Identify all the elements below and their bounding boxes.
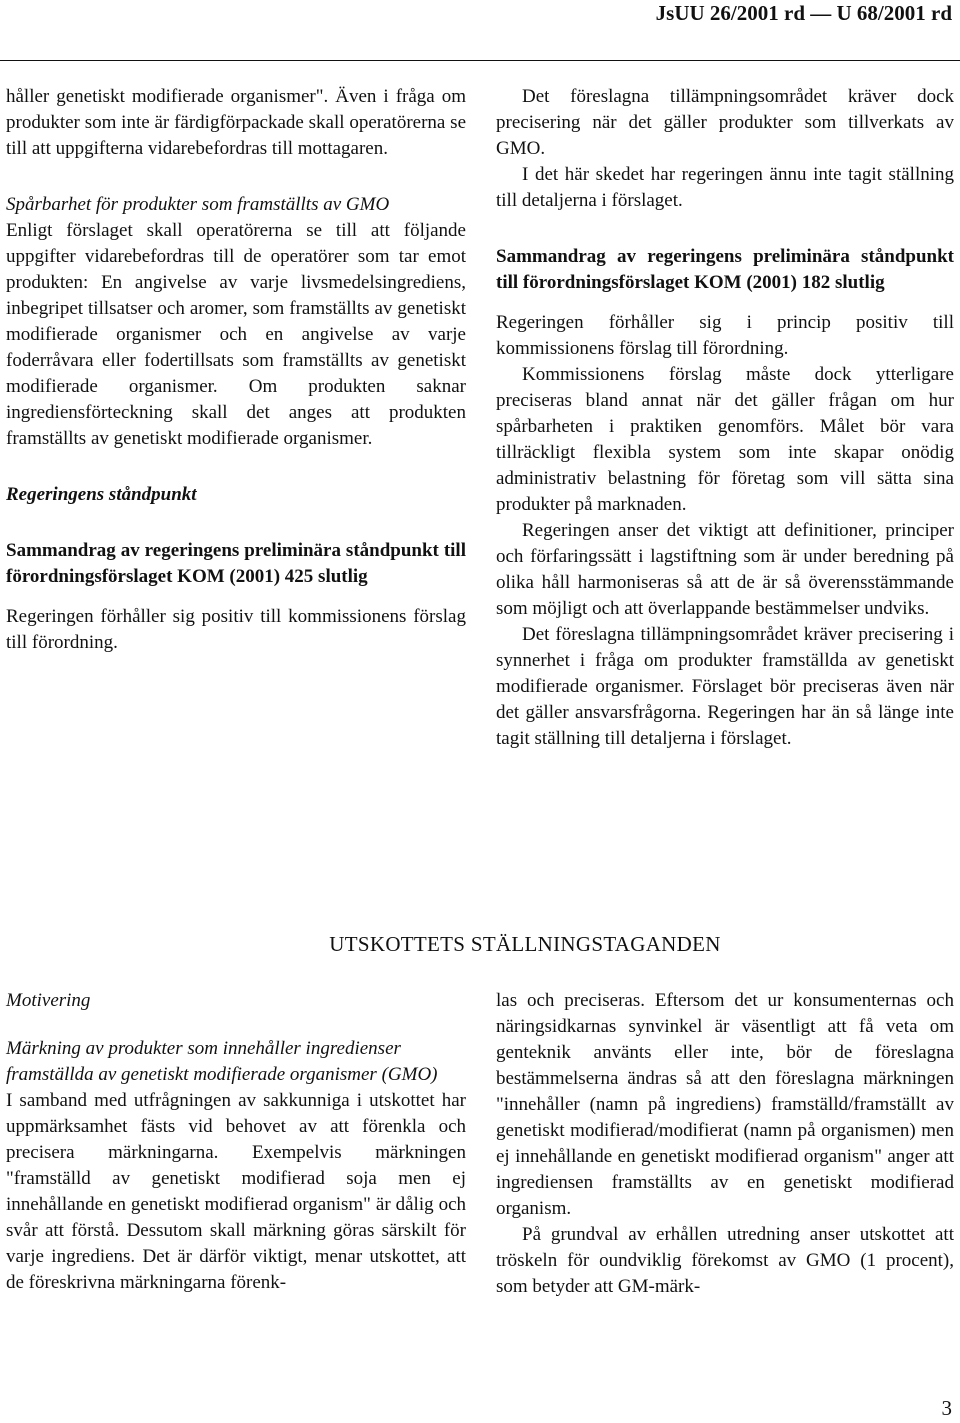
committee-section-title: UTSKOTTETS STÄLLNINGSTAGANDEN [329,932,721,956]
right-column-top [496,84,954,752]
harmonisation-paragraph: Regeringen anser det viktigt att definitioner, principer och förfaringssätt i lagstiftning som är under beredning på olika håll harmoniseras så att de är så överensstämmande som möjligt och att överlappande bestämmelser undviks. [496,520,954,619]
scope-paragraph: Det föreslagna tillämpningsområdet kräver dock precisering när det gäller produkter som tillverkats av GMO. [496,86,954,159]
labelling-continuation: las och preciseras. Eftersom det ur konsumenternas och näringsidkarnas synvinkel är väsentligt att få veta om genteknik använts eller inte, bör de föreslagna bestämmelserna ändras så att den föreslagna märkningen "innehåller (namn på ingrediens) framställd/framställt av genetiskt modifierad/modifierat (namn på organismen) men ej innehållande en genetiskt modifierad organism" anger att ingrediensen framställts av en genetiskt modifierad organism. [496,990,954,1219]
right-column-bottom [496,988,954,1300]
not-decided-paragraph: I det här skedet har regeringen ännu inte tagit ställning till detaljerna i förslaget. [496,164,954,211]
document-reference: JsUU 26/2001 rd — U 68/2001 rd [655,1,952,25]
left-column-top [6,84,466,656]
page-number: 3 [941,1396,952,1420]
motivation-heading: Motivering [6,990,91,1011]
government-position-heading: Regeringens ståndpunkt [6,484,197,505]
labelling-subheading: Märkning av produkter som innehåller ingredienser framställda av genetiskt modifierade organismer (GMO) [6,1038,438,1085]
summary-heading-425: Sammandrag av regeringens preliminära ståndpunkt till förordningsförslaget KOM (2001) 425 slutlig [6,540,466,587]
labelling-body: I samband med utfrågningen av sakkunniga i utskottet har uppmärksamhet fästs vid behovet av att förenkla och precisera märkningarna. Exempelvis märkningen "framställd av genetiskt modifierad soja men ej innehållande en genetiskt modifierad organism" är dålig och svår att förstå. Dessutom skall märkning göras särskilt för varje ingrediens. Det är därför viktigt, menar utskottet, att de föreskrivna märkningarna förenk- [6,1090,466,1293]
page-header [0,0,960,61]
traceability-body: Enligt förslaget skall operatörerna se till att följande uppgifter vidarebefordras till de operatörer som tar emot produkten: En angivelse av varje livsmedelsingrediens, inbegripet tillsatser och aromer, som framställts av genetiskt modifierade organismer och en angivelse av varje foderråvara eller fodertillsats som framställts av genetiskt modifierade organismer. Om produkten saknar ingrediensförteckning skall det anges att produkten framställts av genetiskt modifierade organismer. [6,220,466,449]
traceability-heading: Spårbarhet för produkter som framställts av GMO [6,194,390,215]
intro-paragraph: håller genetiskt modifierade organismer". Även i fråga om produkter som inte är färdigförpackade skall operatörerna se till att uppgifterna vidarebefordras till mottagaren. [6,86,466,159]
summary-body-425: Regeringen förhåller sig positiv till kommissionens förslag till förordning. [6,606,466,653]
left-column-bottom [6,988,466,1296]
threshold-paragraph: På grundval av erhållen utredning anser utskottet att tröskeln för oundviklig förekomst av GMO (1 procent), som betyder att GM-märk- [496,1224,954,1297]
commission-proposal-paragraph: Kommissionens förslag måste dock ytterligare preciseras bland annat när det gäller frågan om hur spårbarheten i praktiken genomförs. Målet bör vara tillräckligt flexibla system som inte skapar onödig administrativ belastning för företag som vill sätta sina produkter på marknaden. [496,364,954,515]
summary-body-182: Regeringen förhåller sig i princip positiv till kommissionens förslag till förordning. [496,312,954,359]
scope-precision-paragraph: Det föreslagna tillämpningsområdet kräver precisering i synnerhet i fråga om produkter framställda av genetiskt modifierade organismer. Förslaget bör preciseras även när det gäller ansvarsfrågorna. Regeringen har än så länge inte tagit ställning till detaljerna i förslaget. [496,624,954,749]
summary-heading-182: Sammandrag av regeringens preliminära ståndpunkt till förordningsförslaget KOM (2001) 182 slutlig [496,246,954,293]
